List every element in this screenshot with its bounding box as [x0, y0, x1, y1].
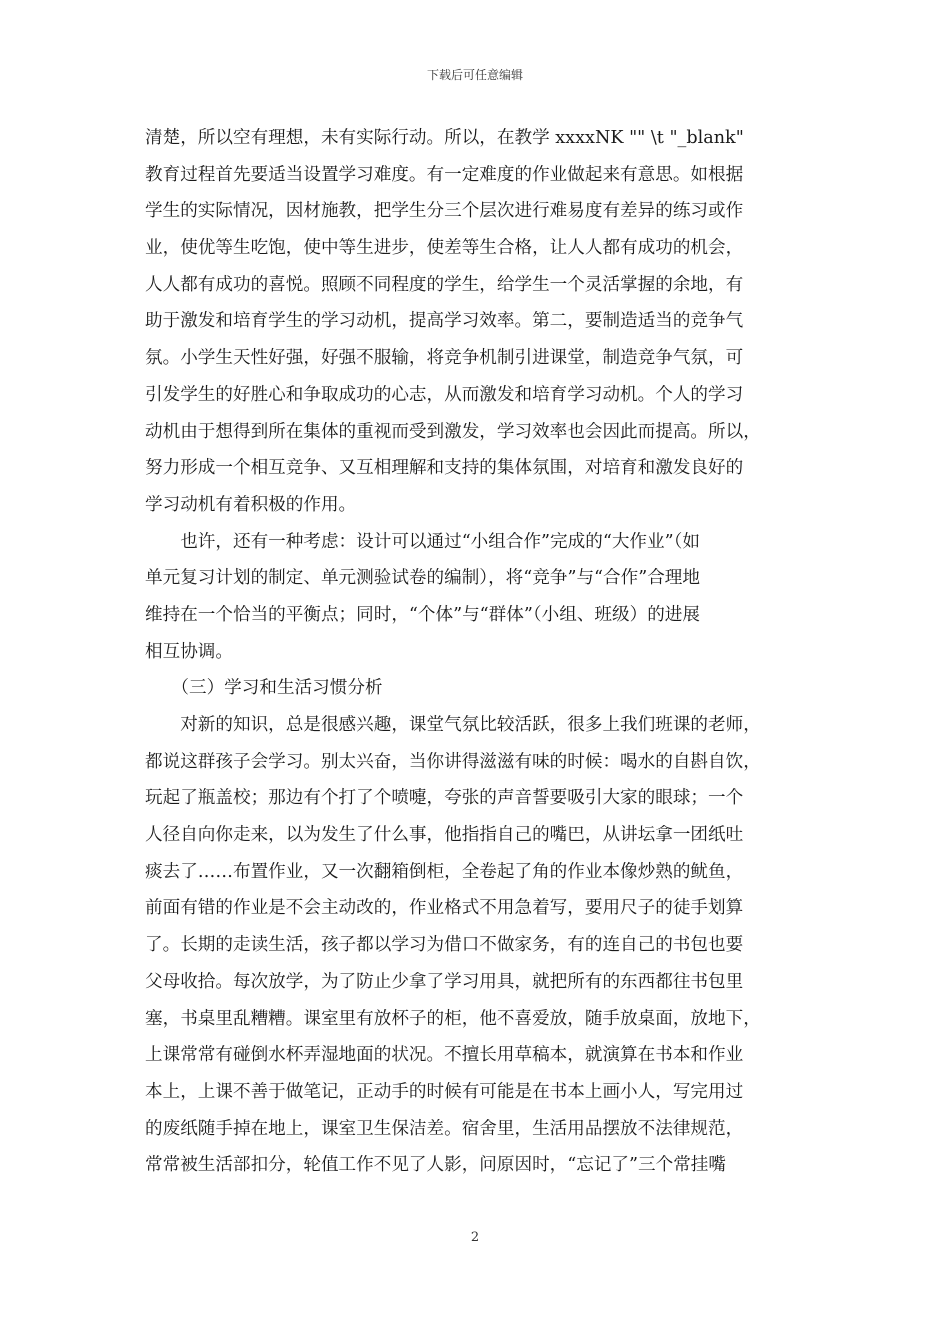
text-line: 单元复习计划的制定、单元测验试卷的编制），将“竞争”与“合作”合理地	[145, 568, 700, 589]
text-line: 动机由于想得到所在集体的重视而受到激发，学习效率也会因此而提高。所以，	[145, 421, 761, 442]
text-line: 塞，书桌里乱糟糟。课室里有放杯子的柜，他不喜爱放，随手放桌面，放地下，	[145, 1008, 761, 1029]
text-line: 都说这群孩子会学习。别太兴奋，当你讲得滋滋有味的时候：喝水的自斟自饮，	[145, 751, 761, 772]
text-line: 学生的实际情况，因材施教，把学生分三个层次进行难易度有差异的练习或作	[145, 201, 744, 222]
text-line: 玩起了瓶盖校；那边有个打了个喷嚏，夸张的声音誓要吸引大家的眼球；一个	[145, 788, 744, 809]
page-header: 下载后可任意编辑	[426, 68, 523, 82]
text-line: 对新的知识，总是很感兴趣，课堂气氛比较活跃，很多上我们班课的老师，	[145, 715, 761, 735]
text-line: 业，使优等生吃饱，使中等生进步，使差等生合格，让人人都有成功的机会，	[145, 238, 744, 259]
text-line: 清楚，所以空有理想，未有实际行动。所以，在教学 xxxxNK "" \t "_blank"	[145, 128, 744, 148]
text-line: 的废纸随手掉在地上，课室卫生保洁差。宿舍里，生活用品摆放不法律规范，	[145, 1118, 744, 1139]
text-line: 本上，上课不善于做笔记，正动手的时候有可能是在书本上画小人，写完用过	[145, 1081, 744, 1102]
text-line: 相互协调。	[145, 641, 233, 662]
text-line: 常常被生活部扣分，轮值工作不见了人影，问原因时，“忘记了”三个常挂嘴	[145, 1155, 726, 1176]
page-number: 2	[470, 1230, 480, 1245]
text-line: 维持在一个恰当的平衡点；同时，“个体”与“群体”（小组、班级）的进展	[145, 604, 700, 625]
text-line: 人人都有成功的喜悦。照顾不同程度的学生，给学生一个灵活掌握的余地，有	[145, 274, 744, 295]
text-line: 也许，还有一种考虑：设计可以通过“小组合作”完成的“大作业”（如	[145, 531, 700, 552]
text-line: 引发学生的好胜心和争取成功的心志，从而激发和培育学习动机。个人的学习	[145, 384, 744, 405]
text-line: 父母收拾。每次放学，为了防止少拿了学习用具，就把所有的东西都往书包里	[145, 971, 744, 992]
text-line: 学习动机有着积极的作用。	[145, 494, 357, 515]
section-heading: （三）学习和生活习惯分析	[145, 678, 383, 699]
text-line: 上课常常有碰倒水杯弄湿地面的状况。不擅长用草稿本，就演算在书本和作业	[145, 1045, 744, 1066]
text-line: 痰去了……布置作业，又一次翻箱倒柜，全卷起了角的作业本像炒熟的鱿鱼，	[145, 861, 744, 882]
text-line: 前面有错的作业是不会主动改的，作业格式不用急着写，要用尺子的徒手划算	[145, 898, 744, 919]
text-line: 氛。小学生天性好强，好强不服输，将竞争机制引进课堂，制造竞争气氛，可	[145, 348, 744, 369]
text-line: 助于激发和培育学生的学习动机，提高学习效率。第二，要制造适当的竞争气	[145, 311, 744, 332]
document-body	[145, 120, 810, 1184]
text-line: 人径自向你走来，以为发生了什么事，他指指自己的嘴巴，从讲坛拿一团纸吐	[145, 825, 744, 846]
text-line: 了。长期的走读生活，孩子都以学习为借口不做家务，有的连自己的书包也要	[145, 935, 744, 956]
text-line: 教育过程首先要适当设置学习难度。有一定难度的作业做起来有意思。如根据	[145, 164, 744, 185]
text-line: 努力形成一个相互竞争、又互相理解和支持的集体氛围，对培育和激发良好的	[145, 458, 744, 479]
